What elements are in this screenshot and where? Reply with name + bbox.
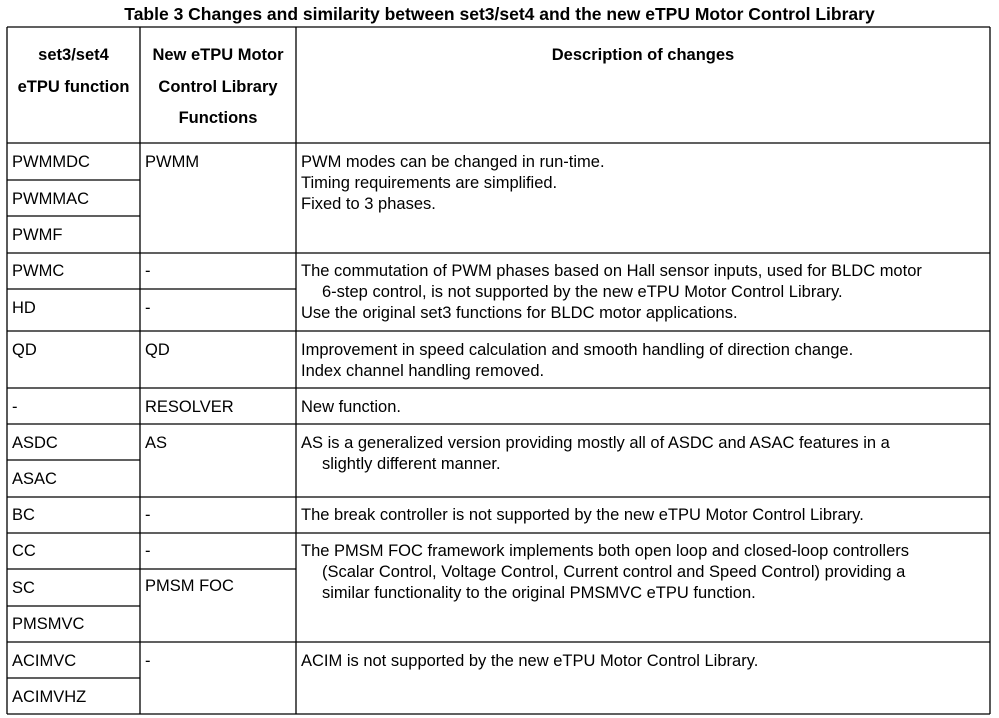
- header-col1: [7, 40, 140, 103]
- description-line: (Scalar Control, Voltage Control, Current control and Speed Control) providing a: [322, 563, 906, 581]
- col1-cell: PMSMVC: [12, 615, 85, 633]
- col2-cell: PMSM FOC: [145, 577, 234, 595]
- description-pmsm-foc: [301, 541, 991, 604]
- col2-cell: -: [145, 506, 151, 524]
- col1-cell: BC: [12, 506, 35, 524]
- description-line: The commutation of PWM phases based on Hall sensor inputs, used for BLDC motor: [301, 262, 922, 280]
- description-acim: [301, 651, 991, 672]
- description-line: Use the original set3 functions for BLDC motor applications.: [301, 304, 738, 322]
- description-line: Timing requirements are simplified.: [301, 174, 558, 192]
- header-col1-line: eTPU function: [17, 77, 130, 96]
- description-line: The break controller is not supported by the new eTPU Motor Control Library.: [301, 506, 864, 524]
- description-bc: [301, 505, 991, 526]
- col2-cell: AS: [145, 434, 168, 452]
- description-line: ACIM is not supported by the new eTPU Motor Control Library.: [301, 652, 759, 670]
- col1-cell: PWMF: [12, 226, 63, 244]
- col1-cell: PWMC: [12, 262, 65, 280]
- description-line: AS is a generalized version providing mostly all of ASDC and ASAC features in a: [301, 434, 890, 452]
- description-line: New function.: [301, 398, 401, 416]
- col1-cell: SC: [12, 579, 35, 597]
- col2-cell: -: [145, 262, 151, 280]
- header-col2: [140, 40, 296, 135]
- description-commutation: [301, 261, 991, 324]
- col1-cell: -: [12, 398, 18, 416]
- col1-cell: HD: [12, 299, 36, 317]
- description-line: Index channel handling removed.: [301, 362, 545, 380]
- table-title: Table 3 Changes and similarity between set3/set4 and the new eTPU Motor Control Library: [124, 4, 875, 24]
- col2-cell: -: [145, 652, 151, 670]
- description-line: PWM modes can be changed in run-time.: [301, 153, 605, 171]
- header-col1-line: set3/set4: [38, 46, 109, 64]
- description-line: similar functionality to the original PMSMVC eTPU function.: [322, 584, 756, 602]
- col2-cell: PWMM: [145, 153, 200, 171]
- description-line: Improvement in speed calculation and smooth handling of direction change.: [301, 341, 854, 359]
- col1-cell: CC: [12, 542, 36, 560]
- description-line: Fixed to 3 phases.: [301, 195, 436, 213]
- description-line: 6-step control, is not supported by the new eTPU Motor Control Library.: [322, 283, 843, 301]
- col1-cell: QD: [12, 341, 37, 359]
- col1-cell: ACIMVC: [12, 652, 77, 670]
- col2-cell: RESOLVER: [145, 398, 234, 416]
- description-line: slightly different manner.: [322, 455, 501, 473]
- col1-cell: ASDC: [12, 434, 58, 452]
- header-col3: Description of changes: [551, 46, 735, 64]
- description-as: [301, 433, 991, 475]
- description-pwm: [301, 152, 991, 215]
- col1-cell: ACIMVHZ: [12, 688, 87, 706]
- col1-cell: ASAC: [12, 470, 57, 488]
- col2-cell: -: [145, 299, 151, 317]
- col2-cell: -: [145, 542, 151, 560]
- description-qd: [301, 340, 991, 382]
- col2-cell: QD: [145, 341, 170, 359]
- description-resolver: [301, 397, 991, 418]
- col1-cell: PWMMDC: [12, 153, 90, 171]
- header-col2-line: Control Library: [158, 77, 278, 96]
- description-line: The PMSM FOC framework implements both open loop and closed-loop controllers: [301, 542, 910, 560]
- col1-cell: PWMMAC: [12, 190, 89, 208]
- header-col2-line: Functions: [178, 109, 258, 127]
- header-col2-line: New eTPU Motor: [152, 46, 284, 64]
